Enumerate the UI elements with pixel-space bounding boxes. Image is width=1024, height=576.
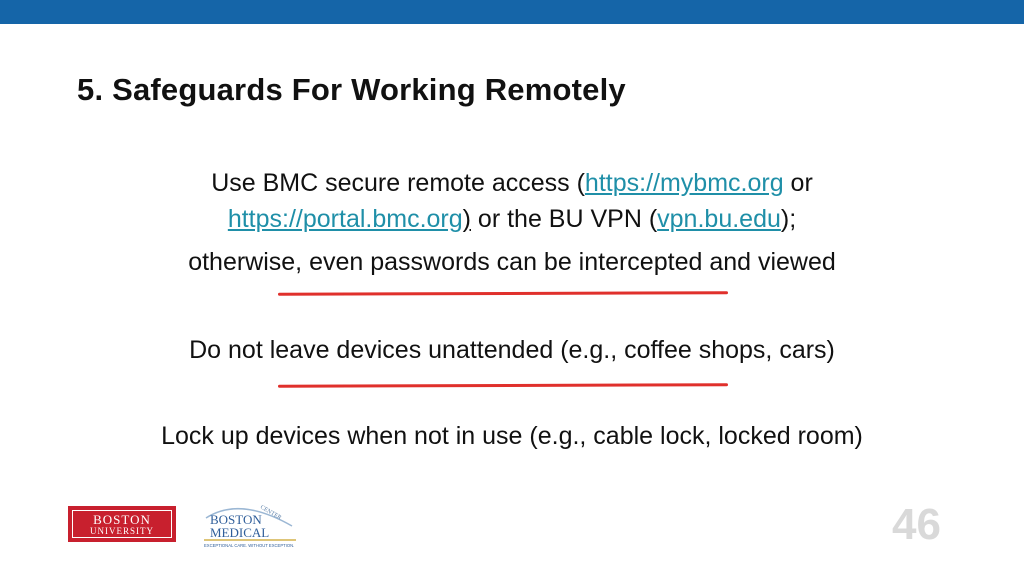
- bullet-1-suffix: );: [780, 205, 797, 233]
- bu-logo-line-1: BOSTON: [93, 511, 151, 527]
- slide-title: 5. Safeguards For Working Remotely: [77, 72, 626, 107]
- bu-vpn-link[interactable]: vpn.bu.edu: [657, 205, 781, 233]
- bmc-logo-arc-text: CENTER: [259, 504, 283, 522]
- bullet-1-prefix: Use BMC secure remote access (: [211, 169, 585, 197]
- closing-paren: ): [462, 205, 471, 233]
- top-banner: [0, 0, 1024, 24]
- bmc-logo-line-2: MEDICAL: [210, 525, 270, 540]
- portal-bmc-link[interactable]: https://portal.bmc.org: [227, 205, 463, 233]
- bullet-1-mid: or: [783, 169, 813, 197]
- bmc-logo-tagline: EXCEPTIONAL CARE. WITHOUT EXCEPTION.: [204, 543, 295, 548]
- bullet-1-line-3: otherwise, even passwords can be intercepted and viewed: [188, 248, 836, 276]
- bullet-1-line-1: [0, 166, 1024, 200]
- mybmc-link[interactable]: https://mybmc.org: [584, 169, 784, 197]
- red-divider-2: [278, 383, 728, 388]
- bullet-1-line-2: [0, 202, 1024, 236]
- bmc-logo-line-1: BOSTON: [210, 512, 262, 527]
- slide-number: 46: [892, 500, 941, 549]
- bu-logo-line-2: UNIVERSITY: [90, 525, 154, 536]
- bullet-1-mid-2: or the BU VPN (: [470, 205, 658, 233]
- boston-medical-center-logo: [200, 496, 304, 552]
- boston-university-logo: [68, 506, 176, 542]
- bullet-3: Lock up devices when not in use (e.g., cable lock, locked room): [161, 422, 863, 450]
- bullet-2: Do not leave devices unattended (e.g., coffee shops, cars): [189, 336, 835, 364]
- red-divider-1: [278, 291, 728, 296]
